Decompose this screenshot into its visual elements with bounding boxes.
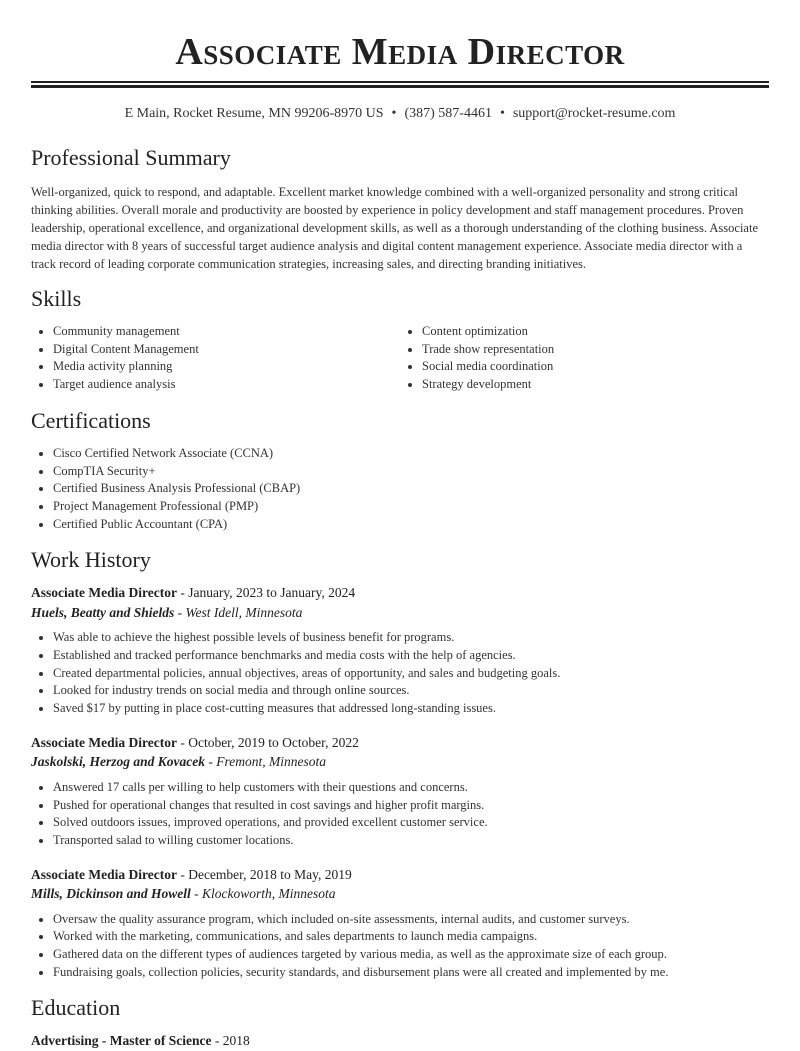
- job-company-line: [31, 884, 769, 904]
- skill-item: • Content optimization: [422, 323, 769, 341]
- job-bullets: [31, 911, 769, 982]
- contact-line: [31, 104, 769, 124]
- candidate-title: Associate Media Director: [175, 31, 625, 73]
- job-role: Associate Media Director: [31, 585, 177, 601]
- job-bullet: • Fundraising goals, collection policies, security standards, and disbursement plans were all created and implemented by me.: [53, 964, 769, 982]
- job-entry: [31, 583, 769, 718]
- job-role-line: [31, 583, 769, 603]
- bullet-separator: •: [391, 106, 397, 121]
- contact-address: E Main, Rocket Resume, MN 99206-8970 US: [124, 106, 384, 121]
- bullet-separator: •: [499, 106, 505, 121]
- certification-item: • Certified Public Accountant (CPA): [53, 516, 769, 534]
- job-entry: [31, 865, 769, 982]
- job-dates: - December, 2018 to May, 2019: [176, 866, 352, 882]
- header-divider-thick: [31, 85, 769, 88]
- skills-list-right: [400, 323, 769, 394]
- job-location: - West Idell, Minnesota: [174, 604, 303, 620]
- job-entry: [31, 733, 769, 850]
- job-role: Associate Media Director: [31, 866, 177, 882]
- education-entry: [31, 1031, 769, 1051]
- job-company: Jaskolski, Herzog and Kovacek: [31, 754, 205, 770]
- job-location: - Klockoworth, Minnesota: [190, 886, 336, 902]
- job-bullet: • Oversaw the quality assurance program, which included on-site assessments, internal audits, and customer surveys.: [53, 911, 769, 929]
- section-heading-certifications: Certifications: [31, 407, 151, 433]
- skills-columns: [31, 323, 769, 394]
- job-bullet: • Pushed for operational changes that resulted in cost savings and higher profit margins.: [53, 797, 769, 815]
- section-heading-skills: Skills: [31, 286, 82, 311]
- section-heading-summary: Professional Summary: [31, 145, 231, 170]
- education-year: - 2018: [211, 1033, 250, 1049]
- skills-list-left: [31, 323, 400, 394]
- job-role-line: [31, 865, 769, 885]
- skill-item: • Media activity planning: [53, 358, 400, 376]
- job-bullet: • Was able to achieve the highest possible levels of business benefit for programs.: [53, 629, 769, 647]
- header-divider-thin: [31, 81, 769, 83]
- certification-item: • Project Management Professional (PMP): [53, 498, 769, 516]
- skill-item: • Digital Content Management: [53, 341, 400, 359]
- section-heading-education: Education: [31, 995, 121, 1021]
- certification-item: • CompTIA Security+: [53, 463, 769, 481]
- skill-item: • Social media coordination: [422, 358, 769, 376]
- job-bullet: • Saved $17 by putting in place cost-cutting measures that addressed long-standing issues.: [53, 700, 769, 718]
- certifications-list: [31, 445, 769, 534]
- skill-item: • Trade show representation: [422, 341, 769, 359]
- job-bullet: • Gathered data on the different types of audiences targeted by various media, as well as the approximate size of each group.: [53, 946, 769, 964]
- job-role-line: [31, 733, 769, 753]
- job-dates: - October, 2019 to October, 2022: [176, 734, 359, 750]
- job-dates: - January, 2023 to January, 2024: [176, 585, 356, 601]
- certification-item: • Cisco Certified Network Associate (CCNA): [53, 445, 769, 463]
- job-bullet: • Looked for industry trends on social media and through online sources.: [53, 682, 769, 700]
- job-bullet: • Worked with the marketing, communications, and sales departments to launch media campaigns.: [53, 928, 769, 946]
- summary-text: Well-organized, quick to respond, and adaptable. Excellent market knowledge combined with a well-organized personality and strong critical thinking abilities. Overall morale and productivity are boosted by experience in policy development and staff management procedures. Proven leadership, operational excellence, and organizational development skills, as well as a thorough understanding of the clothing business. Associate media director with 8 years of successful target audience analysis and digital content management experience. Associate media director with a track record of leading corporate communication strategies, increasing sales, and directing branding initiatives.: [31, 185, 759, 271]
- education-degree: Advertising - Master of Science: [31, 1033, 212, 1049]
- job-bullets: [31, 779, 769, 850]
- job-bullet: • Transported salad to willing customer locations.: [53, 832, 769, 850]
- job-location: - Fremont, Minnesota: [205, 754, 326, 770]
- job-company-line: [31, 603, 769, 623]
- job-role: Associate Media Director: [31, 734, 177, 750]
- job-bullet: • Created departmental policies, annual objectives, areas of opportunity, and sales and budgeting goals.: [53, 665, 769, 683]
- job-bullet: • Answered 17 calls per willing to help customers with their questions and concerns.: [53, 779, 769, 797]
- contact-phone: (387) 587-4461: [404, 106, 492, 121]
- job-bullet: • Solved outdoors issues, improved operations, and provided excellent customer service.: [53, 814, 769, 832]
- contact-email: support@rocket-resume.com: [512, 106, 676, 121]
- job-bullet: • Established and tracked performance benchmarks and media costs with the help of agencies.: [53, 647, 769, 665]
- section-heading-work-history: Work History: [31, 547, 151, 573]
- job-bullets: [31, 629, 769, 718]
- certification-item: • Certified Business Analysis Professional (CBAP): [53, 480, 769, 498]
- job-company-line: [31, 752, 769, 772]
- job-company: Mills, Dickinson and Howell: [31, 886, 191, 902]
- skill-item: • Target audience analysis: [53, 376, 400, 394]
- skill-item: • Community management: [53, 323, 400, 341]
- job-company: Huels, Beatty and Shields: [31, 604, 175, 620]
- skill-item: • Strategy development: [422, 376, 769, 394]
